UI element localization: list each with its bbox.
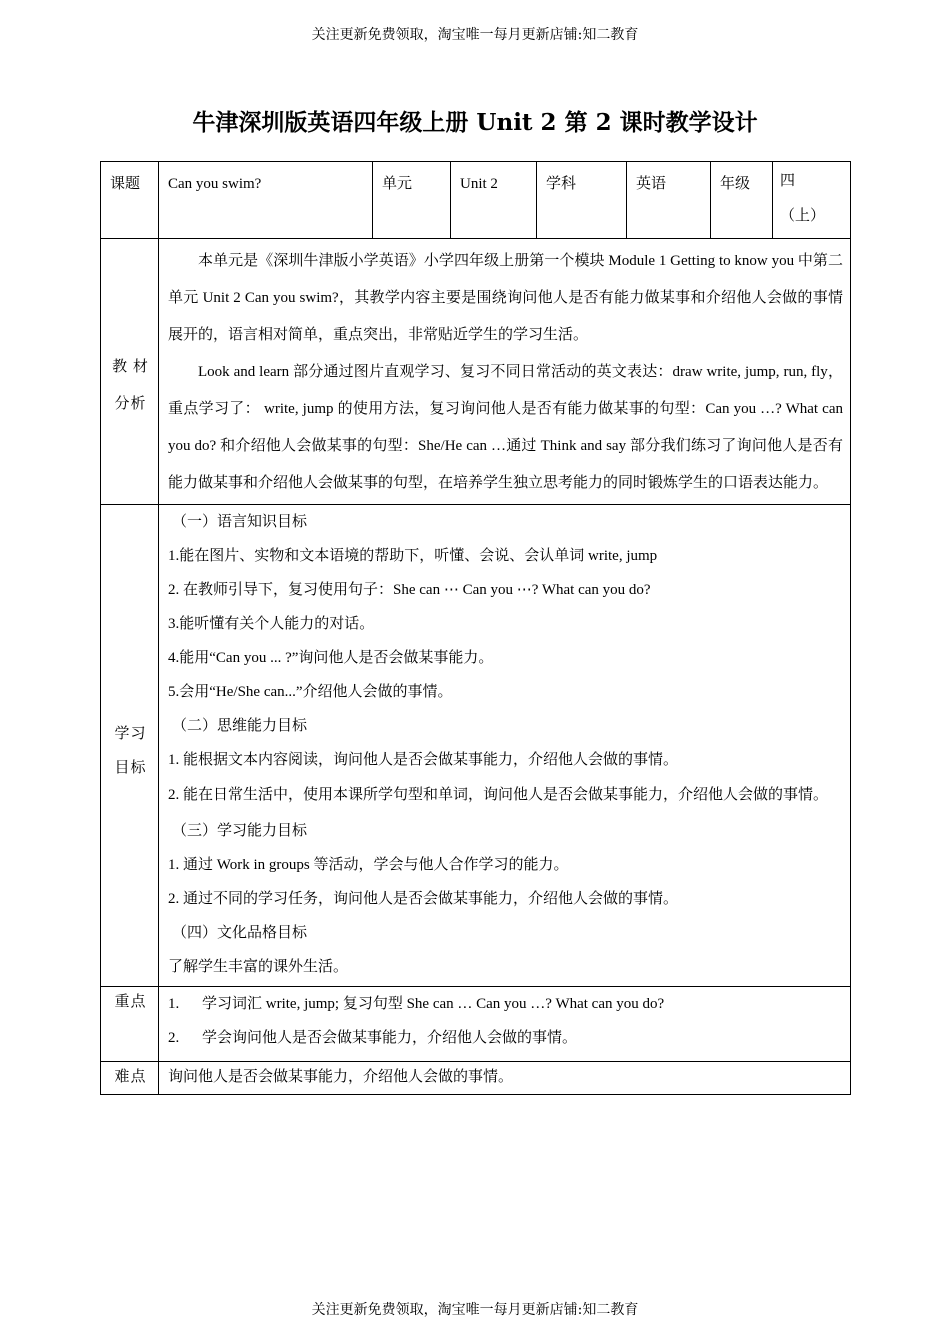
subject-value-cell	[627, 162, 711, 239]
difficulties-label: 难点	[114, 1069, 147, 1085]
goal-item: 4.能用“Can you ... ?”询问他人是否会做某事能力。	[168, 650, 494, 666]
key-point-item	[168, 1021, 843, 1055]
topic-label: 课题	[110, 176, 141, 192]
unit-value: Unit 2	[460, 176, 498, 192]
analysis-paragraph: 本单元是《深圳牛津版小学英语》小学四年级上册第一个模块 Module 1 Getting to know you 中第二单元 Unit 2 Can you swim?，其教学内容主要是围绕询问他人是否有能力做某事和介绍他人会做的事情展开的，语言相对简单，重点突出，非常贴近学生的学习生活。	[168, 253, 843, 343]
key-points-label-cell	[101, 987, 159, 1062]
goals-label-1: 学习	[114, 726, 147, 742]
key-points-row	[101, 987, 851, 1062]
goals-row	[101, 505, 851, 987]
analysis-paragraph: Look and learn 部分通过图片直观学习、复习不同日常活动的英文表达：draw write, jump, run, fly，重点学习了： write, jump 的使用方法，复习询问他人是否有能力做某事的句型：Can you …? What can you do? 和介绍他人会做某事的句型：She/He can …通过 Think and say 部分我们练习了询问他人是否有能力做某事和介绍他人会做某事的句型，在培养学生独立思考能力的同时锻炼学生的口语表达能力。	[168, 364, 843, 491]
difficulties-label-cell	[101, 1062, 159, 1095]
goal-item: 3.能听懂有关个人能力的对话。	[168, 616, 375, 632]
difficulties-text: 询问他人是否会做某事能力，介绍他人会做的事情。	[168, 1069, 514, 1085]
topic-value: Can you swim?	[168, 176, 262, 192]
analysis-content-cell	[159, 239, 851, 505]
difficulties-content-cell	[159, 1062, 851, 1095]
subject-label: 学科	[546, 176, 577, 192]
goal-item: 5.会用“He/She can...”介绍他人会做的事情。	[168, 684, 453, 700]
goal-section-heading: （二）思维能力目标	[172, 718, 308, 734]
grade-label: 年级	[720, 176, 751, 192]
document-title: 牛津深圳版英语四年级上册 Unit 2 第 2 课时教学设计	[192, 109, 758, 136]
grade-value-1: 四	[780, 173, 796, 189]
goal-item: 1.能在图片、实物和文本语境的帮助下，听懂、会说、会认单词 write, jump	[168, 548, 658, 564]
topic-value-cell	[159, 162, 373, 239]
goals-label-2: 目标	[114, 760, 147, 776]
unit-value-cell	[451, 162, 537, 239]
analysis-row	[101, 239, 851, 505]
unit-label: 单元	[382, 176, 413, 192]
analysis-label-cell	[101, 239, 159, 505]
goal-section-heading: （三）学习能力目标	[172, 823, 308, 839]
meta-row	[101, 162, 851, 239]
key-point-number: 2.	[168, 1030, 180, 1046]
key-point-text: 学习词汇 write, jump; 复习句型 She can … Can you …? What can you do?	[202, 996, 665, 1012]
goals-content-cell	[159, 505, 851, 987]
grade-label-cell	[711, 162, 773, 239]
subject-label-cell	[537, 162, 627, 239]
goal-section-heading: （四）文化品格目标	[172, 925, 308, 941]
header-note: 关注更新免费领取，淘宝唯一每月更新店铺:知二教育	[311, 27, 639, 43]
goal-item: 了解学生丰富的课外生活。	[168, 959, 349, 975]
key-points-label: 重点	[114, 994, 147, 1010]
goal-item: 1. 能根据文本内容阅读，询问他人是否会做某事能力，介绍他人会做的事情。	[168, 752, 679, 768]
topic-label-cell	[101, 162, 159, 239]
footer-note: 关注更新免费领取，淘宝唯一每月更新店铺:知二教育	[311, 1302, 639, 1318]
goals-label-cell	[101, 505, 159, 987]
analysis-label-1: 教 材	[112, 359, 149, 375]
difficulties-row	[101, 1062, 851, 1095]
goal-section-heading: （一）语言知识目标	[172, 514, 308, 530]
goal-item: 1. 通过 Work in groups 等活动，学会与他人合作学习的能力。	[168, 857, 569, 873]
analysis-label-2: 分析	[114, 396, 147, 412]
grade-value-2: （上）	[780, 208, 826, 224]
goal-item: 2. 通过不同的学习任务，询问他人是否会做某事能力，介绍他人会做的事情。	[168, 891, 679, 907]
key-point-text: 学会询问他人是否会做某事能力，介绍他人会做的事情。	[202, 1030, 578, 1046]
key-point-item	[168, 987, 843, 1021]
goal-item: 2. 在教师引导下，复习使用句子：She can ⋯ Can you ⋯? What can you do?	[168, 582, 651, 598]
unit-label-cell	[373, 162, 451, 239]
key-points-content-cell	[159, 987, 851, 1062]
subject-value: 英语	[636, 176, 667, 192]
grade-value-cell	[773, 162, 851, 239]
key-point-number: 1.	[168, 996, 180, 1012]
lesson-plan-table	[100, 161, 851, 1095]
goal-item: 2. 能在日常生活中，使用本课所学句型和单词，询问他人是否会做某事能力，介绍他人会做的事情。	[168, 787, 829, 803]
